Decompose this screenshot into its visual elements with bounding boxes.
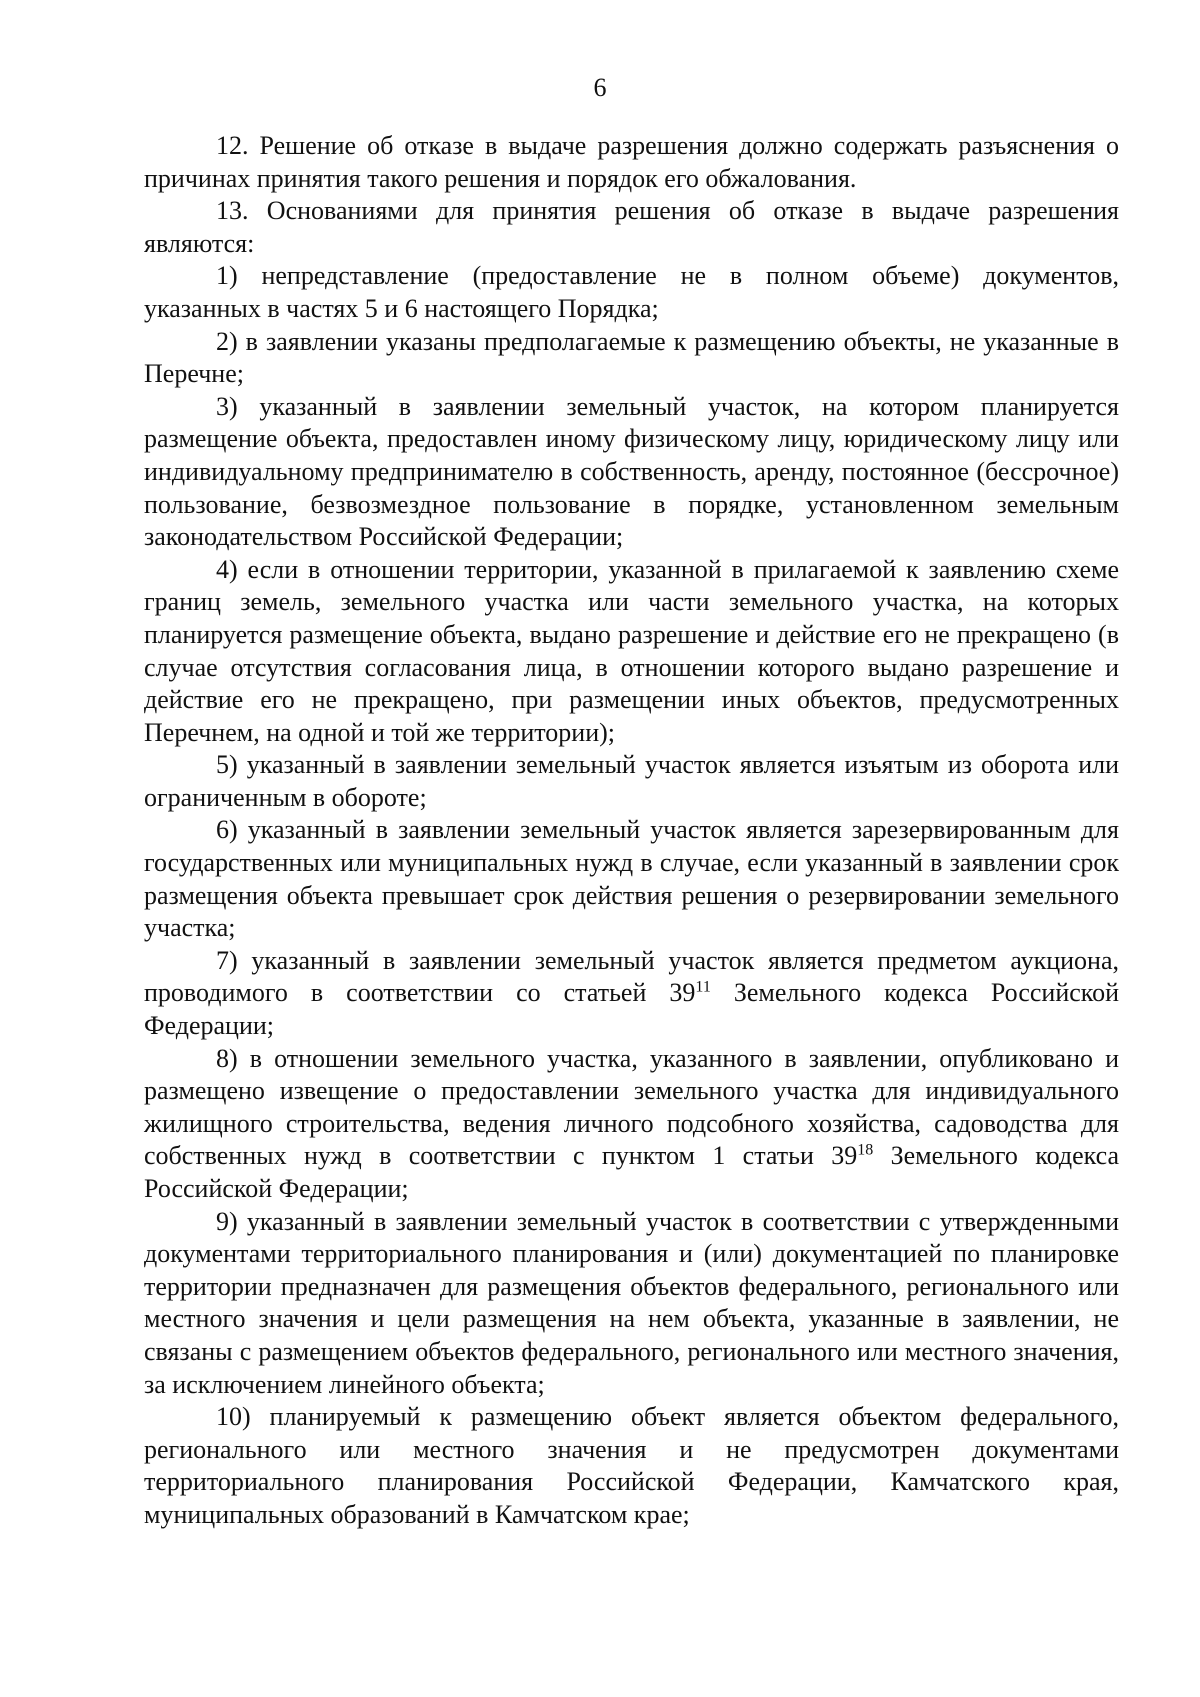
list-item-8 bbox=[144, 1043, 1119, 1206]
list-item-6: 6) указанный в заявлении земельный участок является зарезервированным для государственных или муниципальных нужд в случае, если указанный в заявлении срок размещения объекта превышает срок действия решения о резервировании земельного участка; bbox=[144, 815, 1119, 943]
list-item-7-text-end: Земельного кодекса Российской Федерации; bbox=[144, 978, 1119, 1041]
list-item-7-text: 7) указанный в заявлении земельный участок является предметом аукциона, проводимого в соответствии со статьей 39 bbox=[144, 945, 1119, 1008]
list-item-4: 4) если в отношении территории, указанной в прилагаемой к заявлению схеме границ земель, земельного участка или части земельного участка, на которых планируется размещение объекта, выдано разрешение и действие его не прекращено (в случае отсутствия согласования лица, в отношении которого выдано разрешение и действие его не прекращено, при размещении иных объектов, предусмотренных Перечнем, на одной и той же территории); bbox=[144, 554, 1119, 747]
list-item-2: 2) в заявлении указаны предполагаемые к размещению объекты, не указанные в Перечне; bbox=[144, 326, 1119, 389]
article-superscript: 11 bbox=[695, 978, 711, 996]
list-item-9: 9) указанный в заявлении земельный участок в соответствии с утвержденными документами территориального планирования и (или) документацией по планировке территории предназначен для размещения объектов федерального, регионального или местного значения и цели размещения на нем объекта, указанные в заявлении, не связаны с размещением объектов федерального, регионального или местного значения, за исключением линейного объекта; bbox=[144, 1206, 1119, 1399]
list-item-10: 10) планируемый к размещению объект является объектом федерального, регионального или местного значения и не предусмотрен документами территориального планирования Российской Федерации, Камчатского края, муниципальных образований в Камчатском крае; bbox=[144, 1402, 1119, 1529]
paragraph-13: 13. Основаниями для принятия решения об отказе в выдаче разрешения являются: bbox=[144, 196, 1119, 258]
list-item-3: 3) указанный в заявлении земельный участок, на котором планируется размещение объекта, предоставлен иному физическому лицу, юридическому лицу или индивидуальному предпринимателю в собственность, аренду, постоянное (бессрочное) пользование, безвозмездное пользование в порядке, установленном земельным законодательством Российской Федерации; bbox=[144, 391, 1119, 552]
page-number: 6 bbox=[593, 73, 607, 102]
document-body bbox=[144, 130, 1119, 1532]
list-item-7 bbox=[144, 945, 1119, 1043]
list-item-1: 1) непредставление (предоставление не в полном объеме) документов, указанных в частях 5 и 6 настоящего Порядка; bbox=[144, 261, 1119, 323]
list-item-5: 5) указанный в заявлении земельный участок является изъятым из оборота или ограниченным в обороте; bbox=[144, 750, 1119, 812]
paragraph-12: 12. Решение об отказе в выдаче разрешения должно содержать разъяснения о причинах принятия такого решения и порядок его обжалования. bbox=[144, 131, 1119, 193]
list-item-8-text: 8) в отношении земельного участка, указанного в заявлении, опубликовано и размещено извещение о предоставлении земельного участка для индивидуального жилищного строительства, ведения личного подсобного хозяйства, садоводства для собственных нужд в соответствии с пунктом 1 статьи 39 bbox=[144, 1043, 1119, 1171]
article-superscript: 18 bbox=[857, 1141, 874, 1159]
list-item-8-text-end: Земельного кодекса Российской Федерации; bbox=[144, 1141, 1119, 1203]
